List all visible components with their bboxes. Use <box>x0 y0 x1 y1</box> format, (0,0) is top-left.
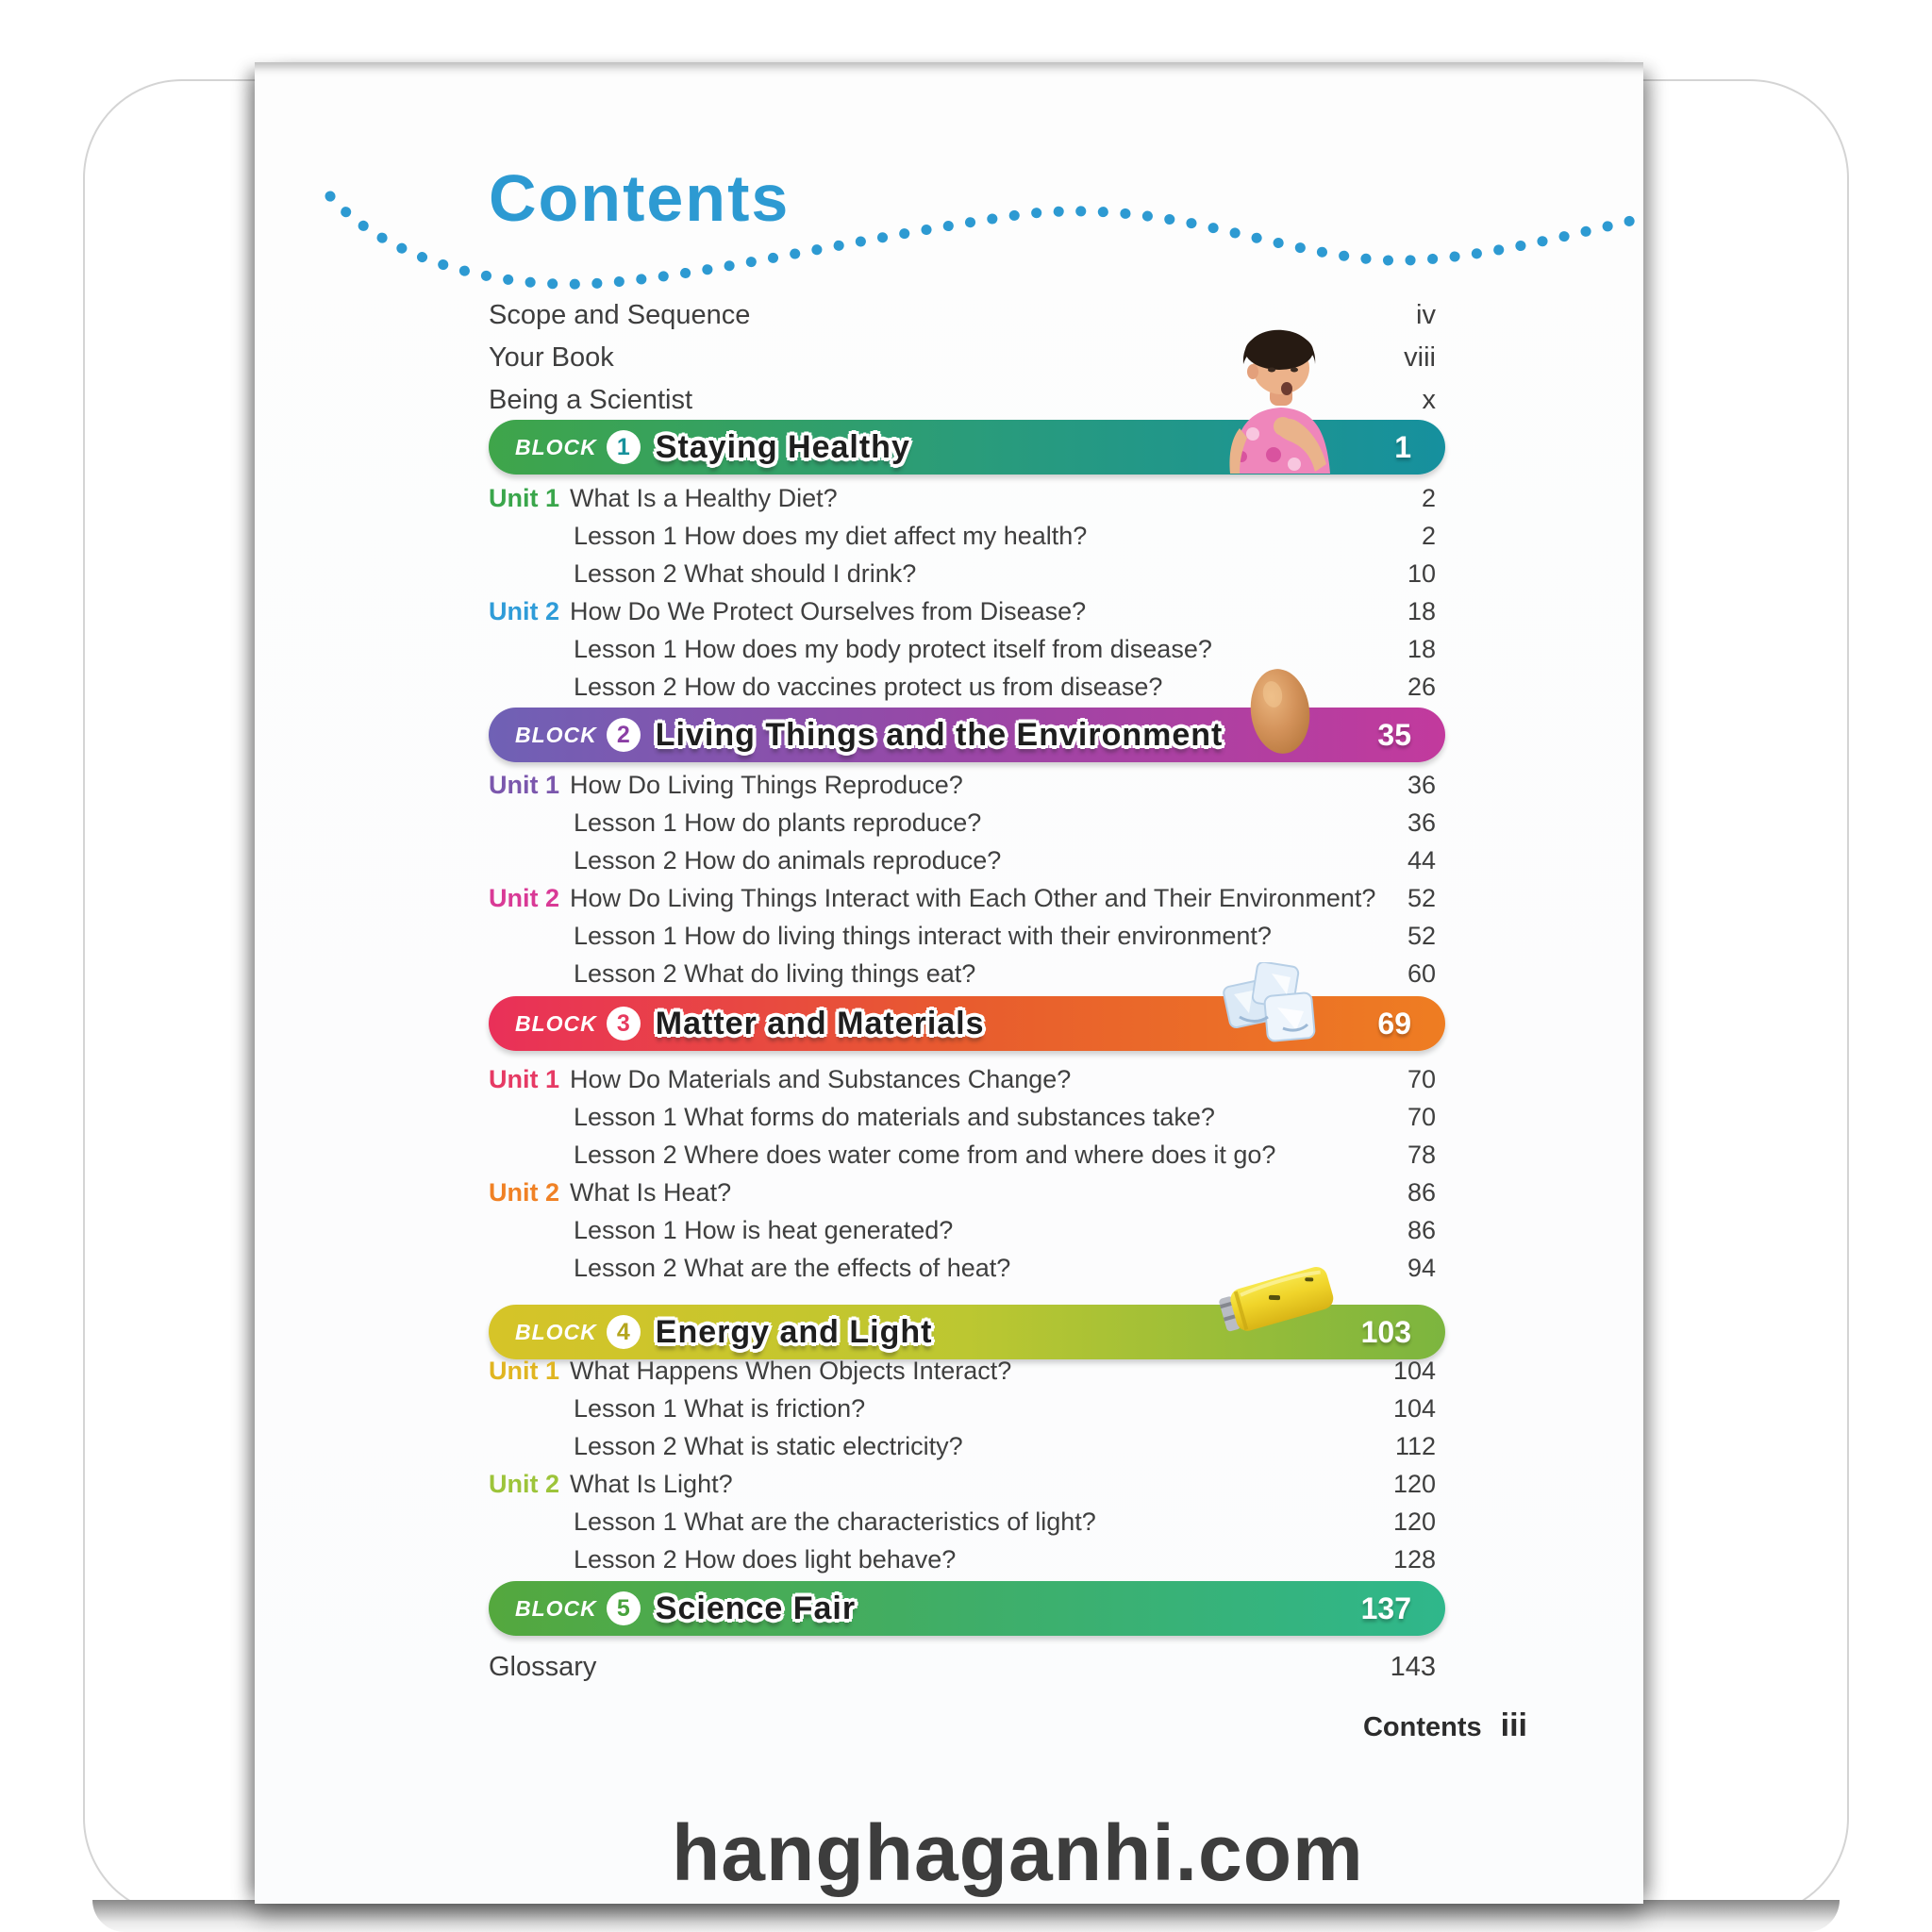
page-number: 2 <box>1421 521 1436 550</box>
frame-bottom-edge <box>92 1900 1840 1932</box>
unit-title: What Is a Healthy Diet? <box>570 483 838 512</box>
block-5-bar <box>489 1581 1445 1636</box>
lesson-label: Lesson 2 <box>574 958 677 988</box>
page-number: 104 <box>1392 1393 1436 1423</box>
unit-label: Unit 2 <box>489 1469 560 1498</box>
front-matter-label: Being a Scientist <box>489 385 693 415</box>
lesson-title: How does my body protect itself from disease? <box>684 634 1212 663</box>
block-number-badge: 1 <box>607 430 641 464</box>
page-number: 128 <box>1392 1544 1436 1574</box>
block-3-entries <box>489 1060 1436 1287</box>
block-title: Staying Healthy <box>655 428 910 465</box>
block-number-badge: 3 <box>607 1007 641 1041</box>
lesson-label: Lesson 2 <box>574 1431 677 1460</box>
page-number: x <box>1422 385 1436 415</box>
lesson-title: What should I drink? <box>684 558 917 588</box>
lesson-title: How is heat generated? <box>684 1215 954 1244</box>
battery-photo <box>1215 1264 1341 1336</box>
block-title: Matter and Materials <box>655 1005 985 1041</box>
lesson-row <box>489 517 1436 555</box>
lesson-label: Lesson 2 <box>574 1544 677 1574</box>
front-matter-label: Your Book <box>489 342 614 373</box>
page-number: 44 <box>1407 845 1436 874</box>
lesson-row <box>489 630 1436 668</box>
page-number: 112 <box>1394 1431 1436 1460</box>
lesson-title: What is friction? <box>684 1393 866 1423</box>
lesson-label: Lesson 2 <box>574 558 677 588</box>
lesson-title: What are the characteristics of light? <box>684 1507 1096 1536</box>
footer-folio: iii <box>1500 1707 1527 1743</box>
glossary-label: Glossary <box>489 1651 597 1682</box>
page-number: 70 <box>1407 1064 1436 1093</box>
page-number: 36 <box>1407 808 1436 837</box>
page-title: Contents <box>489 161 791 235</box>
block-word: BLOCK <box>515 434 597 459</box>
page-number: 60 <box>1407 958 1436 988</box>
unit-title: How Do Living Things Reproduce? <box>570 770 963 799</box>
unit-title: How Do Living Things Interact with Each Other and Their Environment? <box>570 883 1376 912</box>
lesson-title: What do living things eat? <box>684 958 976 988</box>
ice-cubes-photo <box>1221 962 1328 1052</box>
unit-title: How Do We Protect Ourselves from Disease? <box>570 596 1087 625</box>
unit-label: Unit 2 <box>489 596 560 625</box>
egg-photo <box>1248 666 1312 756</box>
lesson-title: What is static electricity? <box>684 1431 963 1460</box>
unit-title: What Is Light? <box>570 1469 733 1498</box>
lesson-title: How do plants reproduce? <box>684 808 982 837</box>
lesson-label: Lesson 1 <box>574 634 677 663</box>
lesson-row <box>489 1427 1436 1465</box>
lesson-title: Where does water come from and where does it go? <box>684 1140 1276 1169</box>
lesson-title: What are the effects of heat? <box>684 1253 1011 1282</box>
block-number-badge: 2 <box>607 718 641 752</box>
page-number: 26 <box>1407 672 1436 701</box>
block-2-entries <box>489 766 1436 992</box>
lesson-title: How do living things interact with their environment? <box>684 921 1272 950</box>
page-number: 70 <box>1407 1102 1436 1131</box>
lesson-row <box>489 1541 1436 1578</box>
page-number: 52 <box>1407 883 1436 912</box>
lesson-label: Lesson 2 <box>574 672 677 701</box>
lesson-row <box>489 917 1436 955</box>
unit-row <box>489 479 1436 517</box>
unit-row <box>489 879 1436 917</box>
unit-row <box>489 766 1436 804</box>
page-number: 104 <box>1392 1356 1436 1385</box>
block-word: BLOCK <box>515 1319 597 1344</box>
block-number-badge: 4 <box>607 1315 641 1349</box>
lesson-label: Lesson 1 <box>574 808 677 837</box>
block-word: BLOCK <box>515 1010 597 1036</box>
contents-page <box>255 62 1643 1904</box>
page-number: iv <box>1416 300 1436 330</box>
unit-row <box>489 592 1436 630</box>
lesson-row <box>489 841 1436 879</box>
lesson-label: Lesson 1 <box>574 1215 677 1244</box>
lesson-title: How does light behave? <box>684 1544 957 1574</box>
watermark-bottom: hanghaganhi.com <box>672 1808 1364 1897</box>
unit-label: Unit 2 <box>489 883 560 912</box>
unit-row <box>489 1060 1436 1098</box>
page-number: 10 <box>1407 558 1436 588</box>
page-number: 78 <box>1407 1140 1436 1169</box>
lesson-title: What forms do materials and substances take? <box>684 1102 1215 1131</box>
lesson-label: Lesson 2 <box>574 1253 677 1282</box>
page-number: 52 <box>1407 921 1436 950</box>
lesson-row <box>489 1390 1436 1427</box>
page-number: 120 <box>1392 1469 1436 1498</box>
lesson-label: Lesson 1 <box>574 1393 677 1423</box>
page-number: 86 <box>1407 1215 1436 1244</box>
page-number: 94 <box>1407 1253 1436 1282</box>
lesson-row <box>489 1136 1436 1174</box>
lesson-title: How do animals reproduce? <box>684 845 1002 874</box>
page-number: 120 <box>1392 1507 1436 1536</box>
block-title: Science Fair <box>655 1590 857 1626</box>
lesson-title: How do vaccines protect us from disease? <box>684 672 1163 701</box>
unit-title: What Happens When Objects Interact? <box>570 1356 1012 1385</box>
page-number: 2 <box>1421 483 1436 512</box>
unit-label: Unit 1 <box>489 1064 560 1093</box>
page-number: 86 <box>1407 1177 1436 1207</box>
glossary-row <box>489 1647 1436 1687</box>
lesson-label: Lesson 1 <box>574 1102 677 1131</box>
lesson-label: Lesson 1 <box>574 521 677 550</box>
block-page-number: 35 <box>1377 717 1411 752</box>
unit-title: How Do Materials and Substances Change? <box>570 1064 1072 1093</box>
footer-section-label: Contents <box>1362 1712 1482 1742</box>
block-page-number: 137 <box>1360 1591 1411 1625</box>
lesson-row <box>489 1503 1436 1541</box>
lesson-row <box>489 555 1436 592</box>
block-page-number: 69 <box>1377 1006 1411 1041</box>
unit-row <box>489 1352 1436 1390</box>
block-word: BLOCK <box>515 722 597 747</box>
unit-label: Unit 1 <box>489 770 560 799</box>
page-number: 18 <box>1407 596 1436 625</box>
lesson-title: How does my diet affect my health? <box>684 521 1088 550</box>
page-number: 36 <box>1407 770 1436 799</box>
unit-row <box>489 1174 1436 1211</box>
block-number-badge: 5 <box>607 1591 641 1625</box>
coughing-boy-photo <box>1215 323 1347 474</box>
unit-label: Unit 1 <box>489 483 560 512</box>
block-page-number: 103 <box>1360 1314 1411 1349</box>
page-number: 143 <box>1390 1651 1436 1682</box>
lesson-label: Lesson 1 <box>574 1507 677 1536</box>
block-title: Living Things and the Environment <box>655 716 1224 753</box>
block-page-number: 1 <box>1394 429 1411 464</box>
block-word: BLOCK <box>515 1595 597 1621</box>
front-matter-label: Scope and Sequence <box>489 300 751 330</box>
page-number: 18 <box>1407 634 1436 663</box>
unit-label: Unit 2 <box>489 1177 560 1207</box>
block-title: Energy and Light <box>655 1313 933 1350</box>
lesson-label: Lesson 1 <box>574 921 677 950</box>
block-4-entries <box>489 1352 1436 1578</box>
page-number: viii <box>1404 342 1436 373</box>
page-footer <box>1363 1707 1527 1744</box>
lesson-row <box>489 1211 1436 1249</box>
lesson-label: Lesson 2 <box>574 1140 677 1169</box>
lesson-row <box>489 804 1436 841</box>
unit-label: Unit 1 <box>489 1356 560 1385</box>
unit-row <box>489 1465 1436 1503</box>
lesson-label: Lesson 2 <box>574 845 677 874</box>
lesson-row <box>489 1098 1436 1136</box>
unit-title: What Is Heat? <box>570 1177 732 1207</box>
